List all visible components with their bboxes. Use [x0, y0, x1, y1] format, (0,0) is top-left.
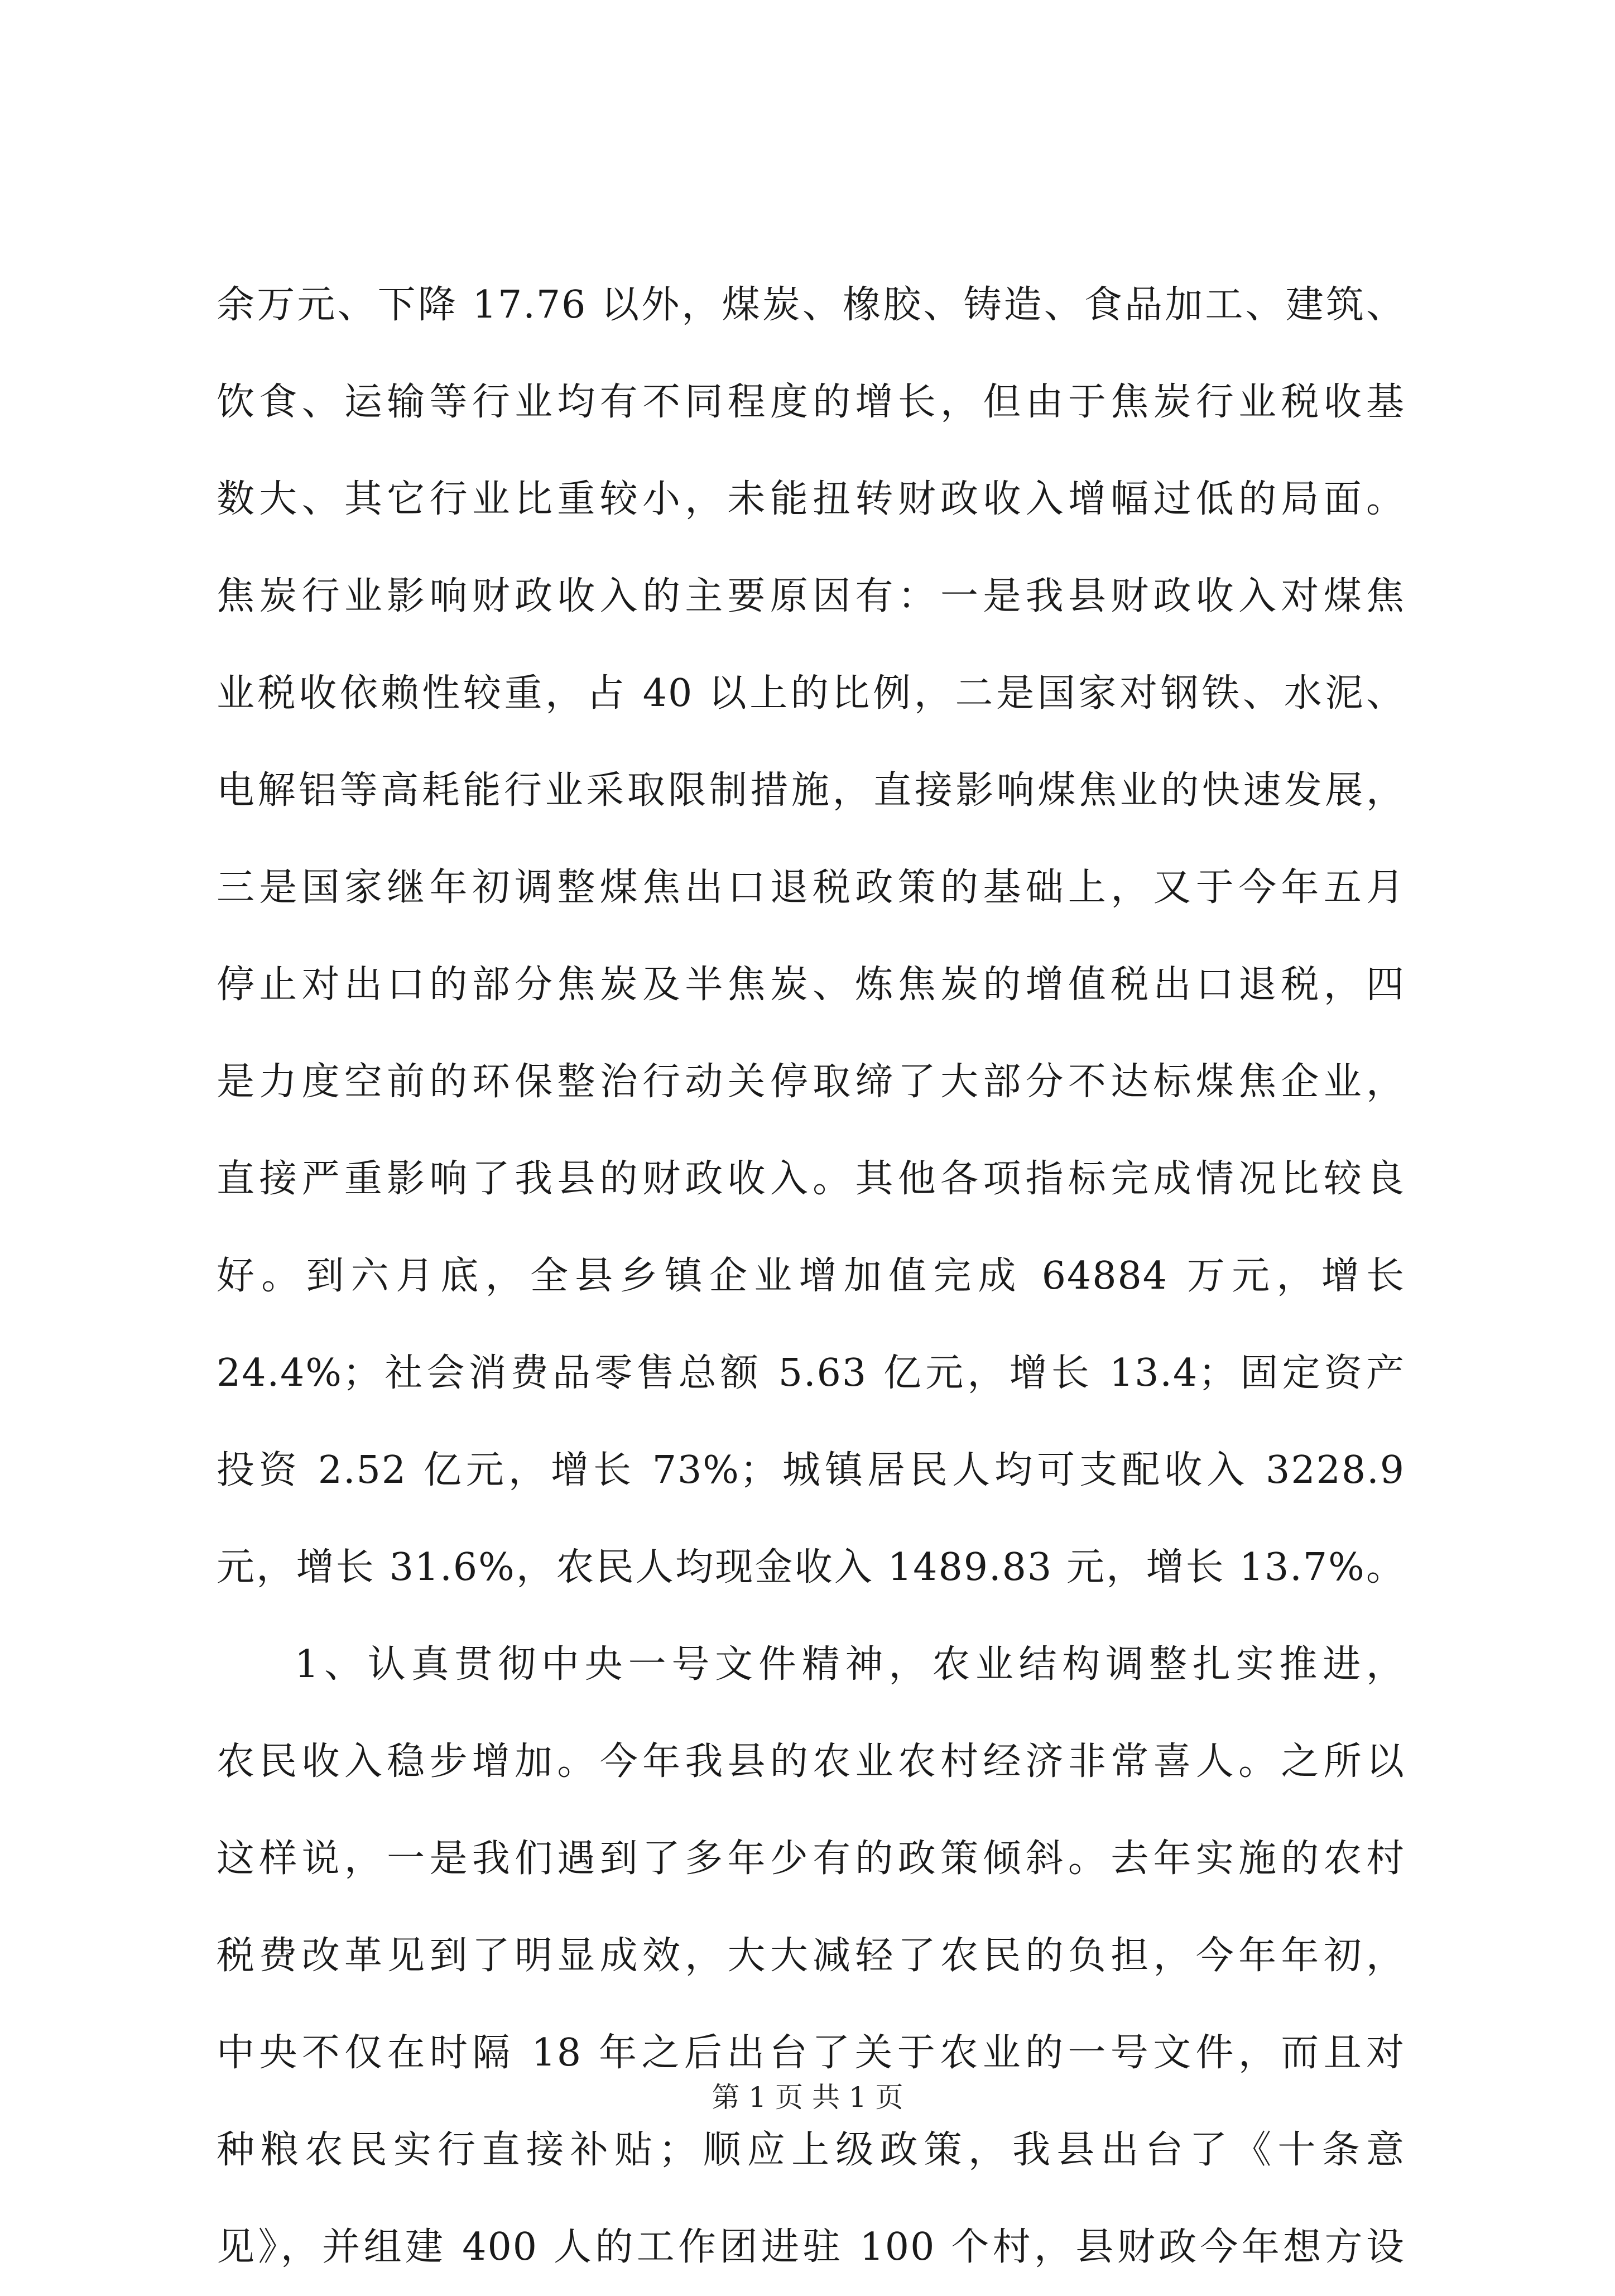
text-line: 24.4%；社会消费品零售总额 5.63 亿元，增长 13.4；固定资产: [217, 1351, 1405, 1395]
text-line: 农民收入稳步增加。今年我县的农业农村经济非常喜人。之所以: [217, 1740, 1405, 1784]
text-line: 这样说，一是我们遇到了多年少有的政策倾斜。去年实施的农村: [217, 1837, 1405, 1881]
text-line: 焦炭行业影响财政收入的主要原因有：一是我县财政收入对煤焦: [217, 574, 1405, 618]
text-line: 元，增长 31.6%，农民人均现金收入 1489.83 元，增长 13.7%。: [217, 1545, 1405, 1589]
text-line: 三是国家继年初调整煤焦出口退税政策的基础上，又于今年五月: [217, 866, 1405, 910]
text-line: 好。到六月底，全县乡镇企业增加值完成 64884 万元，增长: [217, 1254, 1405, 1298]
text-line: 是力度空前的环保整治行动关停取缔了大部分不达标煤焦企业，: [217, 1060, 1405, 1104]
text-line: 直接严重影响了我县的财政收入。其他各项指标完成情况比较良: [217, 1157, 1405, 1201]
text-line: 中央不仅在时隔 18 年之后出台了关于农业的一号文件，而且对: [217, 2031, 1405, 2075]
text-line: 余万元、下降 17.76 以外，煤炭、橡胶、铸造、食品加工、建筑、: [217, 283, 1405, 327]
text-line: 饮食、运输等行业均有不同程度的增长，但由于焦炭行业税收基: [217, 380, 1405, 424]
text-line: 业税收依赖性较重，占 40 以上的比例，二是国家对钢铁、水泥、: [217, 671, 1405, 715]
text-line: 种粮农民实行直接补贴；顺应上级政策，我县出台了《十条意: [217, 2128, 1405, 2172]
text-line: 电解铝等高耗能行业采取限制措施，直接影响煤焦业的快速发展，: [217, 768, 1405, 813]
text-line: 见》，并组建 400 人的工作团进驻 100 个村，县财政今年想方设: [217, 2225, 1405, 2269]
document-body: [217, 257, 1405, 2296]
page-number-footer: 第 1 页 共 1 页: [712, 2081, 903, 2114]
text-line: 数大、其它行业比重较小，未能扭转财政收入增幅过低的局面。: [217, 477, 1405, 521]
paragraph-first-line: 1、认真贯彻中央一号文件精神，农业结构调整扎实推进，: [295, 1642, 1405, 1687]
text-line: 投资 2.52 亿元，增长 73%；城镇居民人均可支配收入 3228.9: [217, 1448, 1405, 1492]
text-line: 税费改革见到了明显成效，大大减轻了农民的负担，今年年初，: [217, 1934, 1405, 1978]
text-line: 停止对出口的部分焦炭及半焦炭、炼焦炭的增值税出口退税，四: [217, 963, 1405, 1007]
